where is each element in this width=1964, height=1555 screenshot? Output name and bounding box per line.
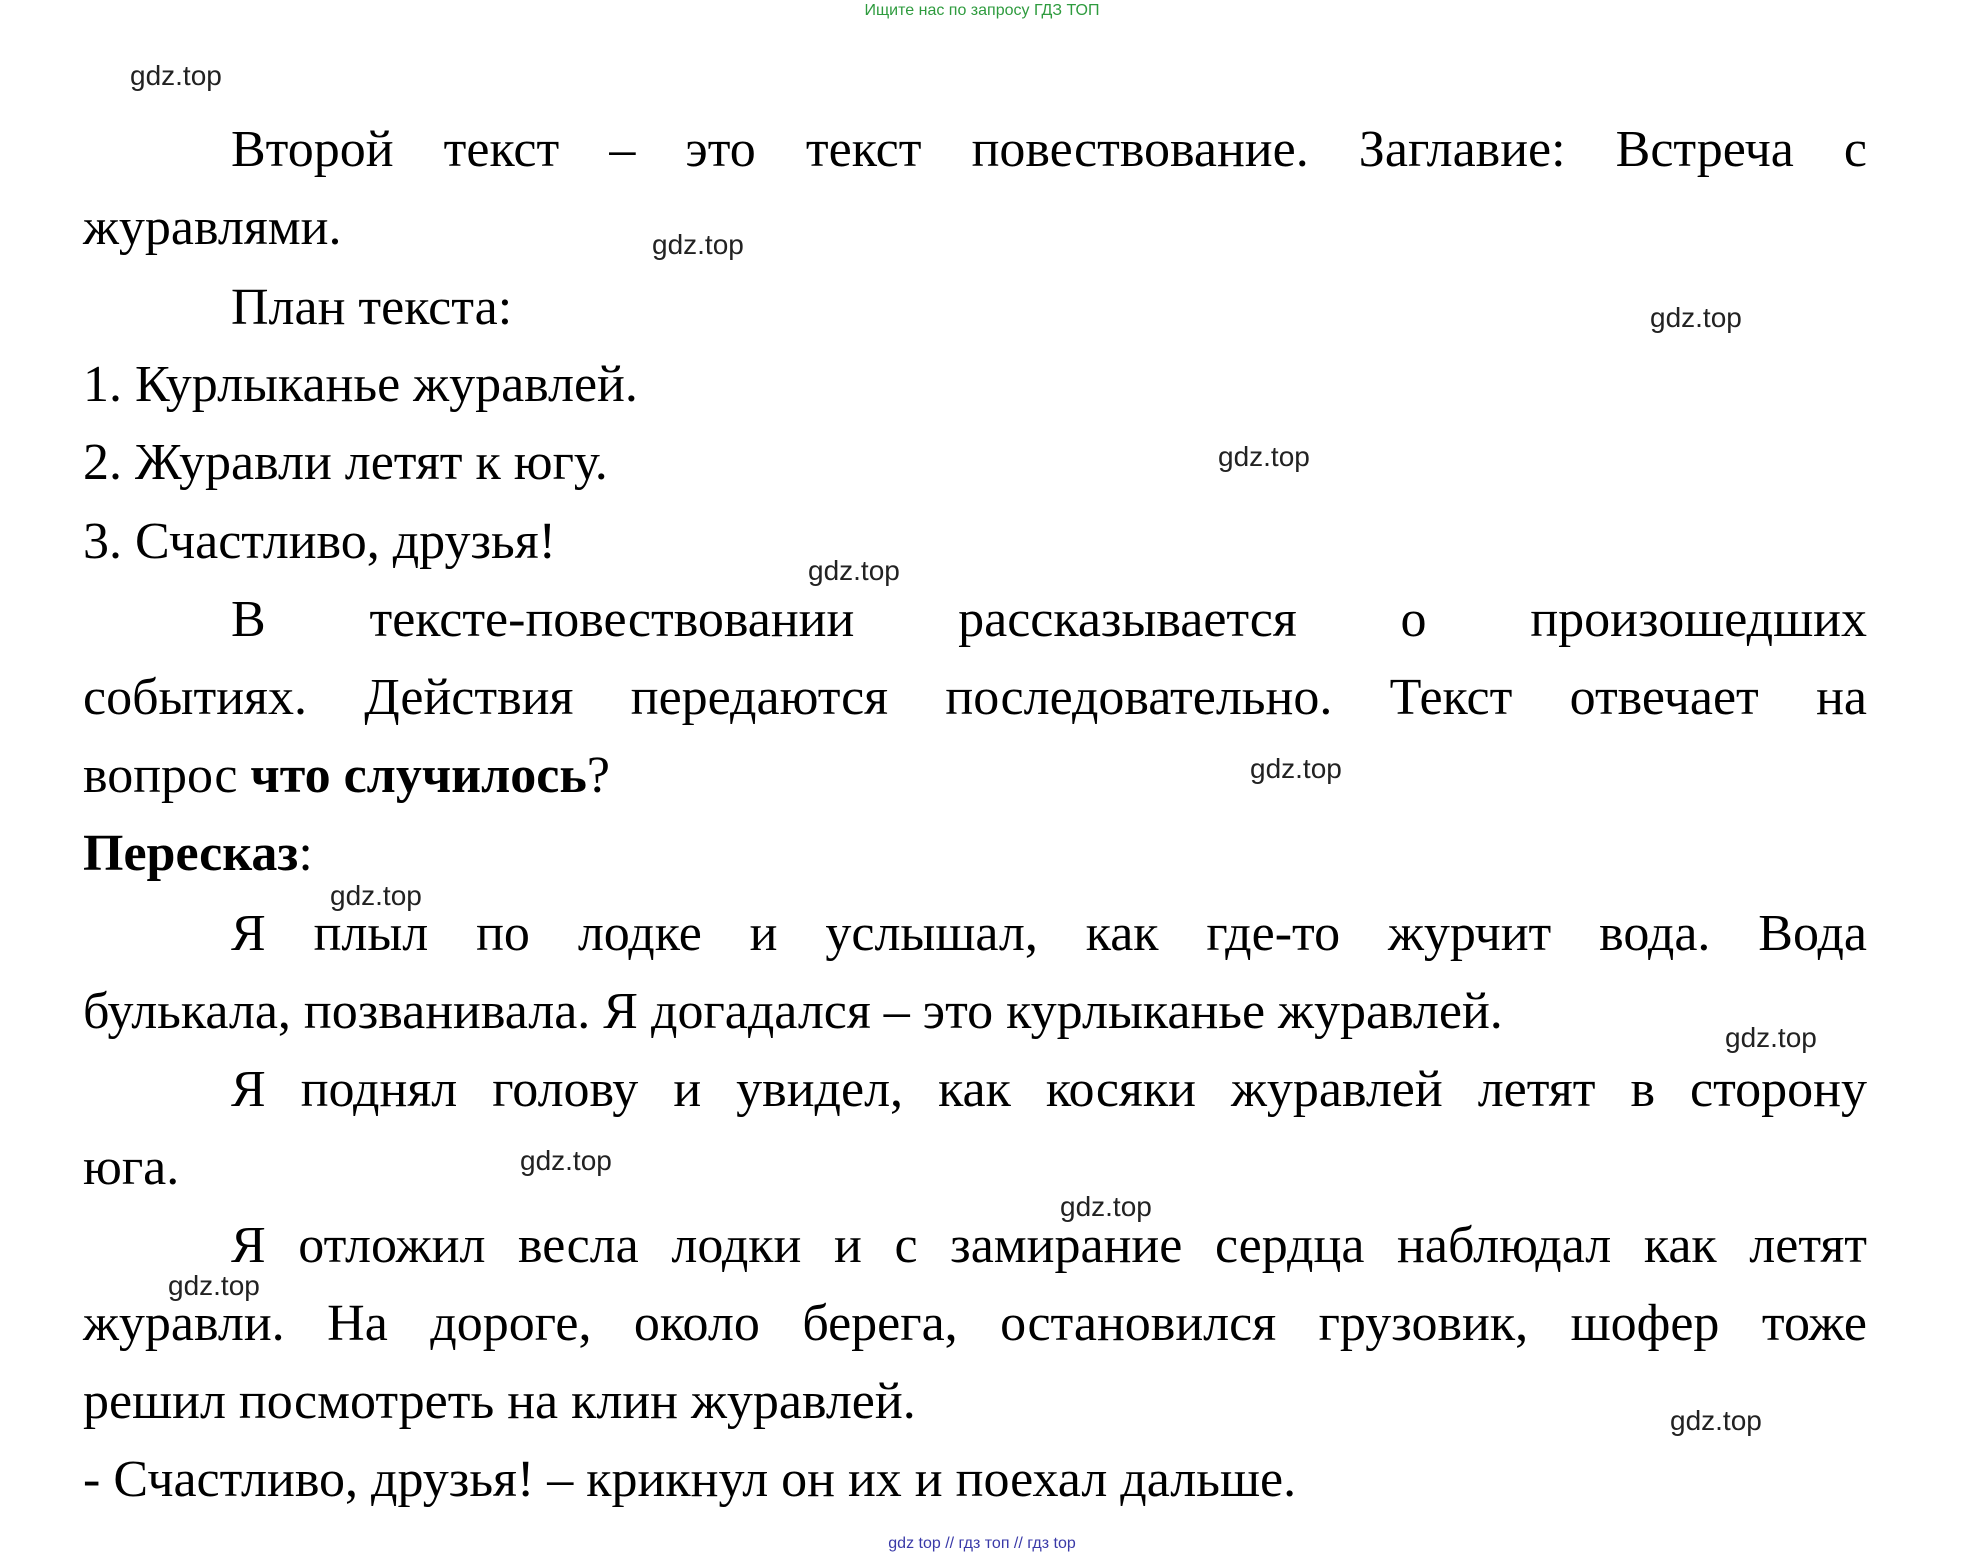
- paragraph-line: - Счастливо, друзья! – крикнул он их и поехал дальше.: [83, 1451, 1297, 1508]
- retell-heading-text: Пересказ: [83, 825, 299, 882]
- retell-heading: [83, 824, 1867, 884]
- watermark: gdz.top: [330, 880, 422, 911]
- question-prefix: вопрос: [83, 747, 251, 804]
- top-banner: Ищите нас по запросу ГДЗ ТОП: [864, 2, 1100, 19]
- bottom-banner: gdz top // гдз топ // гдз top: [888, 1535, 1076, 1552]
- paragraph-line: журавли. На дороге, около берега, остановился грузовик, шофер тоже: [83, 1295, 1867, 1352]
- watermark: gdz.top: [1725, 1022, 1817, 1053]
- question-mark: ?: [586, 747, 610, 804]
- paragraph-line: В тексте-повествовании рассказывается о произошедших: [231, 591, 1867, 648]
- retell-heading-colon: :: [298, 825, 313, 882]
- watermark: gdz.top: [1650, 302, 1742, 333]
- paragraph-line: булькала, позванивала. Я догадался – это курлыканье журавлей.: [83, 983, 1503, 1040]
- paragraph-line: [83, 746, 1867, 806]
- plan-item: 3. Счастливо, друзья!: [83, 513, 556, 570]
- plan-item: 2. Журавли летят к югу.: [83, 434, 608, 491]
- watermark: gdz.top: [130, 60, 222, 91]
- watermark: gdz.top: [1250, 753, 1342, 784]
- watermark: gdz.top: [520, 1145, 612, 1176]
- plan-heading: План текста:: [231, 279, 513, 336]
- paragraph-line: решил посмотреть на клин журавлей.: [83, 1373, 916, 1430]
- plan-item: 1. Курлыканье журавлей.: [83, 356, 638, 413]
- paragraph-line: юга.: [83, 1139, 180, 1196]
- paragraph-line: событиях. Действия передаются последовательно. Текст отвечает на: [83, 669, 1867, 726]
- watermark: gdz.top: [1060, 1191, 1152, 1222]
- watermark: gdz.top: [652, 229, 744, 260]
- paragraph-line: Я поднял голову и увидел, как косяки журавлей летят в сторону: [231, 1061, 1867, 1118]
- watermark: gdz.top: [1218, 441, 1310, 472]
- paragraph-line: журавлями.: [83, 199, 342, 256]
- paragraph-line: Я отложил весла лодки и с замирание сердца наблюдал как летят: [231, 1217, 1867, 1274]
- watermark: gdz.top: [168, 1270, 260, 1301]
- paragraph-line: Я плыл по лодке и услышал, как где-то журчит вода. Вода: [231, 905, 1867, 962]
- paragraph-line: Второй текст – это текст повествование. Заглавие: Встреча с: [231, 121, 1867, 178]
- question-emphasis: что случилось: [250, 747, 587, 804]
- watermark: gdz.top: [808, 555, 900, 586]
- watermark: gdz.top: [1670, 1405, 1762, 1436]
